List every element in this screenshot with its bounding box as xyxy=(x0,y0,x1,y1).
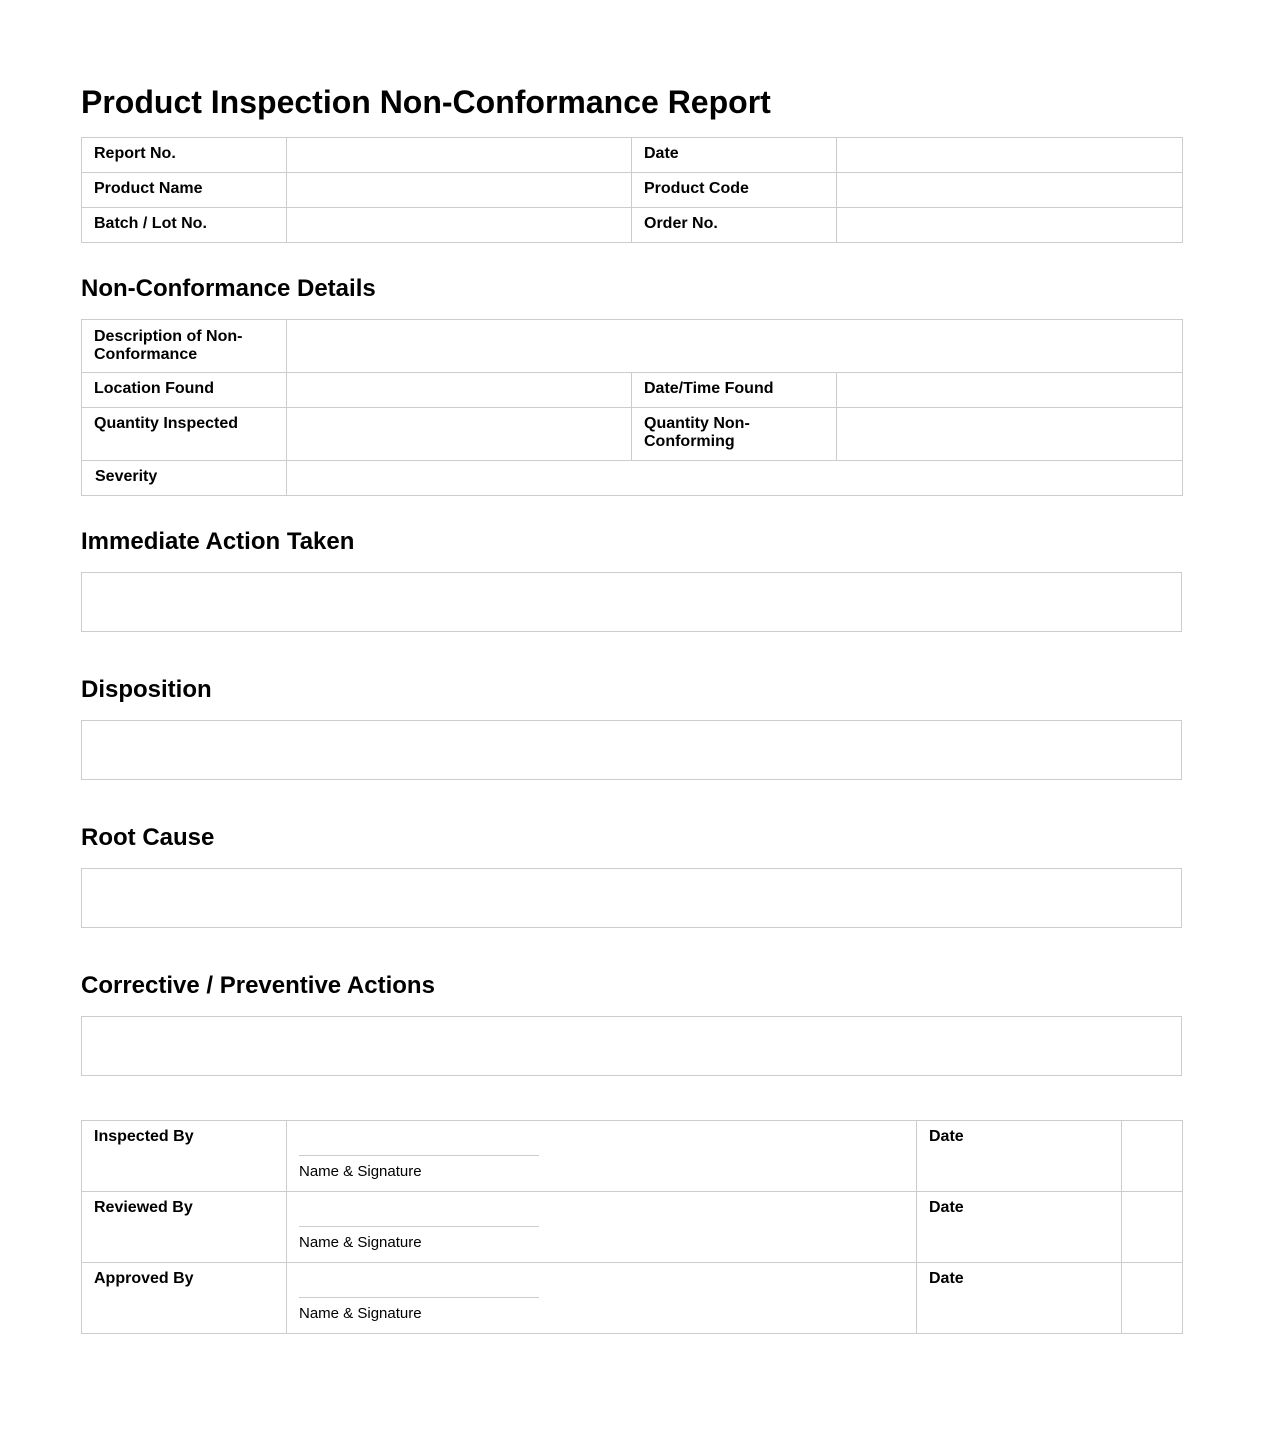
root-cause-field[interactable] xyxy=(81,868,1182,928)
product-code-label: Product Code xyxy=(632,173,837,208)
batch-lot-label: Batch / Lot No. xyxy=(82,208,287,243)
qty-inspected-label: Quantity Inspected xyxy=(82,408,287,461)
product-code-field[interactable] xyxy=(837,173,1183,208)
batch-lot-field[interactable] xyxy=(287,208,632,243)
corrective-actions-heading: Corrective / Preventive Actions xyxy=(81,972,435,999)
report-page xyxy=(81,0,1182,1322)
signature-caption: Name & Signature xyxy=(299,1163,422,1180)
header-info-table xyxy=(81,137,1183,243)
disposition-field[interactable] xyxy=(81,720,1182,780)
table-row xyxy=(82,173,1183,208)
signature-line xyxy=(299,1226,539,1227)
location-found-field[interactable] xyxy=(287,373,632,408)
signature-line xyxy=(299,1297,539,1298)
qty-nonconforming-field[interactable] xyxy=(837,408,1183,461)
severity-field[interactable] xyxy=(287,461,1183,496)
qty-nonconforming-label: Quantity Non-Conforming xyxy=(632,408,837,461)
table-row xyxy=(82,373,1183,408)
table-row xyxy=(82,408,1183,461)
qty-inspected-field[interactable] xyxy=(287,408,632,461)
approved-date-field[interactable] xyxy=(1122,1263,1183,1334)
inspected-date-field[interactable] xyxy=(1122,1121,1183,1192)
disposition-heading: Disposition xyxy=(81,676,212,703)
date-field[interactable] xyxy=(837,138,1183,173)
table-row xyxy=(82,138,1183,173)
table-row xyxy=(82,320,1183,373)
table-row xyxy=(82,1192,1183,1263)
inspected-date-label: Date xyxy=(917,1121,1122,1192)
table-row xyxy=(82,1263,1183,1334)
approved-date-label: Date xyxy=(917,1263,1122,1334)
immediate-action-field[interactable] xyxy=(81,572,1182,632)
order-no-label: Order No. xyxy=(632,208,837,243)
reviewed-by-signature-field[interactable] xyxy=(287,1192,917,1263)
approved-by-signature-field[interactable] xyxy=(287,1263,917,1334)
corrective-actions-field[interactable] xyxy=(81,1016,1182,1076)
location-found-label: Location Found xyxy=(82,373,287,408)
details-heading: Non-Conformance Details xyxy=(81,275,376,302)
details-table xyxy=(81,319,1183,496)
root-cause-heading: Root Cause xyxy=(81,824,215,851)
product-name-label: Product Name xyxy=(82,173,287,208)
description-label: Description of Non-Conformance xyxy=(82,320,287,373)
datetime-found-field[interactable] xyxy=(837,373,1183,408)
page-title: Product Inspection Non-Conformance Report xyxy=(81,84,771,120)
datetime-found-label: Date/Time Found xyxy=(632,373,837,408)
table-row xyxy=(82,461,1183,496)
reviewed-date-field[interactable] xyxy=(1122,1192,1183,1263)
reviewed-date-label: Date xyxy=(917,1192,1122,1263)
table-row xyxy=(82,1121,1183,1192)
order-no-field[interactable] xyxy=(837,208,1183,243)
description-field[interactable] xyxy=(287,320,1183,373)
severity-label: Severity xyxy=(82,461,287,496)
report-no-field[interactable] xyxy=(287,138,632,173)
date-label: Date xyxy=(632,138,837,173)
table-row xyxy=(82,208,1183,243)
signature-caption: Name & Signature xyxy=(299,1305,422,1322)
signature-line xyxy=(299,1155,539,1156)
reviewed-by-label: Reviewed By xyxy=(82,1192,287,1263)
report-no-label: Report No. xyxy=(82,138,287,173)
product-name-field[interactable] xyxy=(287,173,632,208)
signature-table xyxy=(81,1120,1183,1334)
inspected-by-label: Inspected By xyxy=(82,1121,287,1192)
inspected-by-signature-field[interactable] xyxy=(287,1121,917,1192)
approved-by-label: Approved By xyxy=(82,1263,287,1334)
immediate-action-heading: Immediate Action Taken xyxy=(81,528,355,555)
signature-caption: Name & Signature xyxy=(299,1234,422,1251)
